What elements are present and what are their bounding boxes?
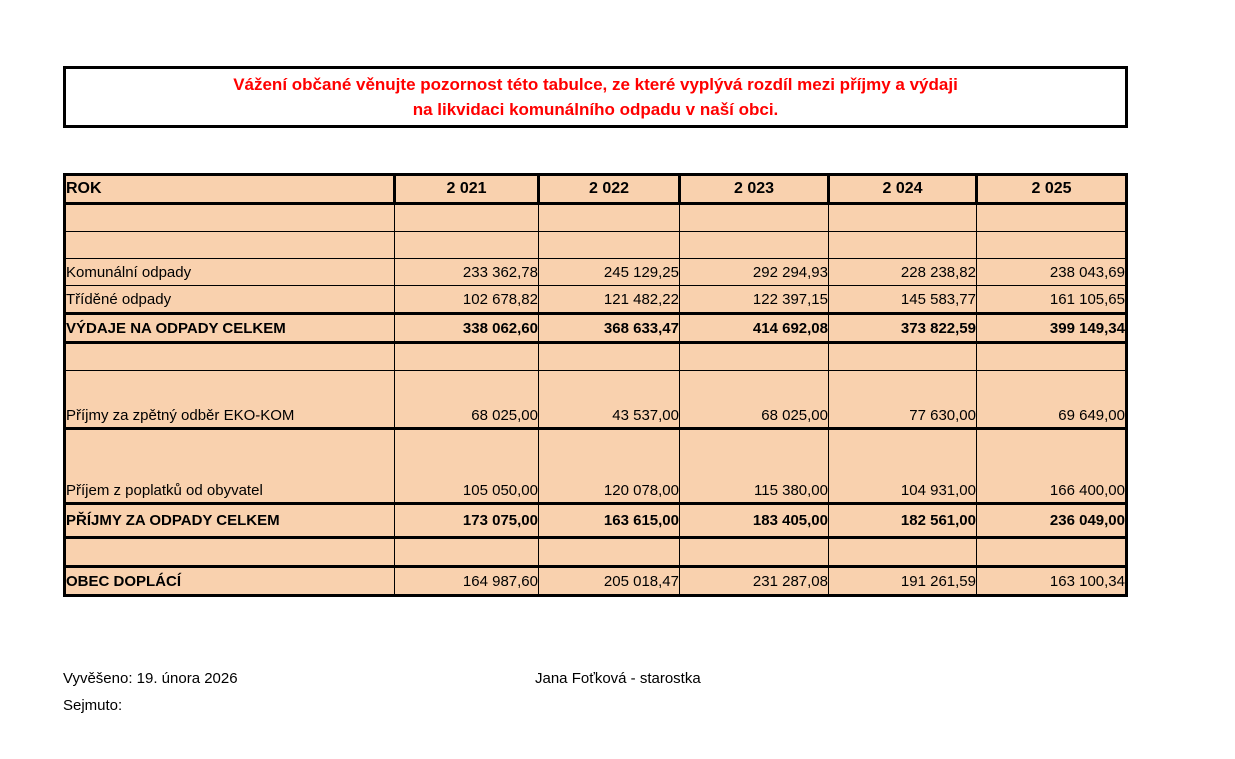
table-header-row <box>65 175 1127 204</box>
value-cell: 121 482,22 <box>539 286 680 314</box>
table-cell <box>829 538 977 567</box>
value-cell: 182 561,00 <box>829 504 977 538</box>
header-rok: ROK <box>65 175 395 204</box>
value-cell: 399 149,34 <box>977 314 1127 343</box>
table-cell <box>65 232 395 259</box>
value-cell: 338 062,60 <box>395 314 539 343</box>
value-cell: 115 380,00 <box>680 429 829 504</box>
value-cell: 145 583,77 <box>829 286 977 314</box>
header-year-2025: 2 025 <box>977 175 1127 204</box>
notice-box <box>63 66 1128 128</box>
row-tridene-odpady <box>65 286 1127 314</box>
value-cell: 43 537,00 <box>539 371 680 429</box>
table-cell <box>65 343 395 371</box>
row-label: PŘÍJMY ZA ODPADY CELKEM <box>65 504 395 538</box>
header-year-2023: 2 023 <box>680 175 829 204</box>
value-cell: 102 678,82 <box>395 286 539 314</box>
table-cell <box>829 232 977 259</box>
value-cell: 173 075,00 <box>395 504 539 538</box>
header-year-2022: 2 022 <box>539 175 680 204</box>
signature: Jana Foťková - starostka <box>535 670 701 687</box>
row-komunalni-odpady <box>65 259 1127 286</box>
table-cell <box>680 343 829 371</box>
posted-date: Vyvěšeno: 19. února 2026 <box>63 670 238 687</box>
value-cell: 164 987,60 <box>395 567 539 596</box>
row-obec-doplaci <box>65 567 1127 596</box>
table-cell <box>977 204 1127 232</box>
table-cell <box>680 204 829 232</box>
table-cell <box>539 204 680 232</box>
value-cell: 373 822,59 <box>829 314 977 343</box>
table-cell <box>977 343 1127 371</box>
header-year-2024: 2 024 <box>829 175 977 204</box>
spacer-row <box>65 204 1127 232</box>
row-label: Tříděné odpady <box>65 286 395 314</box>
table-cell <box>829 343 977 371</box>
value-cell: 161 105,65 <box>977 286 1127 314</box>
table-cell <box>977 538 1127 567</box>
value-cell: 228 238,82 <box>829 259 977 286</box>
row-prijem-poplatky <box>65 429 1127 504</box>
value-cell: 368 633,47 <box>539 314 680 343</box>
value-cell: 69 649,00 <box>977 371 1127 429</box>
value-cell: 77 630,00 <box>829 371 977 429</box>
row-label: Komunální odpady <box>65 259 395 286</box>
notice-line-2: na likvidaci komunálního odpadu v naší obci. <box>412 100 779 119</box>
row-prijmy-ekokom <box>65 371 1127 429</box>
value-cell: 245 129,25 <box>539 259 680 286</box>
value-cell: 231 287,08 <box>680 567 829 596</box>
value-cell: 233 362,78 <box>395 259 539 286</box>
value-cell: 236 049,00 <box>977 504 1127 538</box>
waste-costs-table <box>63 173 1128 597</box>
notice-line-1: Vážení občané věnujte pozornost této tabulce, ze které vyplývá rozdíl mezi příjmy a výdaji <box>233 75 958 94</box>
value-cell: 122 397,15 <box>680 286 829 314</box>
row-label: Příjem z poplatků od obyvatel <box>65 429 395 504</box>
table-cell <box>395 343 539 371</box>
table-cell <box>680 538 829 567</box>
table-cell <box>395 538 539 567</box>
table-cell <box>539 538 680 567</box>
table-cell <box>539 343 680 371</box>
value-cell: 120 078,00 <box>539 429 680 504</box>
row-label: VÝDAJE NA ODPADY CELKEM <box>65 314 395 343</box>
value-cell: 414 692,08 <box>680 314 829 343</box>
table-cell <box>65 538 395 567</box>
value-cell: 163 100,34 <box>977 567 1127 596</box>
table-cell <box>65 204 395 232</box>
value-cell: 68 025,00 <box>395 371 539 429</box>
table-cell <box>395 204 539 232</box>
value-cell: 191 261,59 <box>829 567 977 596</box>
spacer-row <box>65 232 1127 259</box>
value-cell: 238 043,69 <box>977 259 1127 286</box>
header-year-2021: 2 021 <box>395 175 539 204</box>
footer-dates <box>63 665 238 719</box>
row-label: Příjmy za zpětný odběr EKO-KOM <box>65 371 395 429</box>
value-cell: 205 018,47 <box>539 567 680 596</box>
spacer-row <box>65 343 1127 371</box>
value-cell: 105 050,00 <box>395 429 539 504</box>
row-prijmy-celkem <box>65 504 1127 538</box>
spacer-row <box>65 538 1127 567</box>
row-label: OBEC DOPLÁCÍ <box>65 567 395 596</box>
table-cell <box>395 232 539 259</box>
removed-date: Sejmuto: <box>63 697 123 714</box>
table-cell <box>539 232 680 259</box>
row-vydaje-celkem <box>65 314 1127 343</box>
value-cell: 68 025,00 <box>680 371 829 429</box>
table-cell <box>977 232 1127 259</box>
value-cell: 104 931,00 <box>829 429 977 504</box>
value-cell: 163 615,00 <box>539 504 680 538</box>
value-cell: 166 400,00 <box>977 429 1127 504</box>
table-cell <box>680 232 829 259</box>
table-cell <box>829 204 977 232</box>
value-cell: 183 405,00 <box>680 504 829 538</box>
value-cell: 292 294,93 <box>680 259 829 286</box>
